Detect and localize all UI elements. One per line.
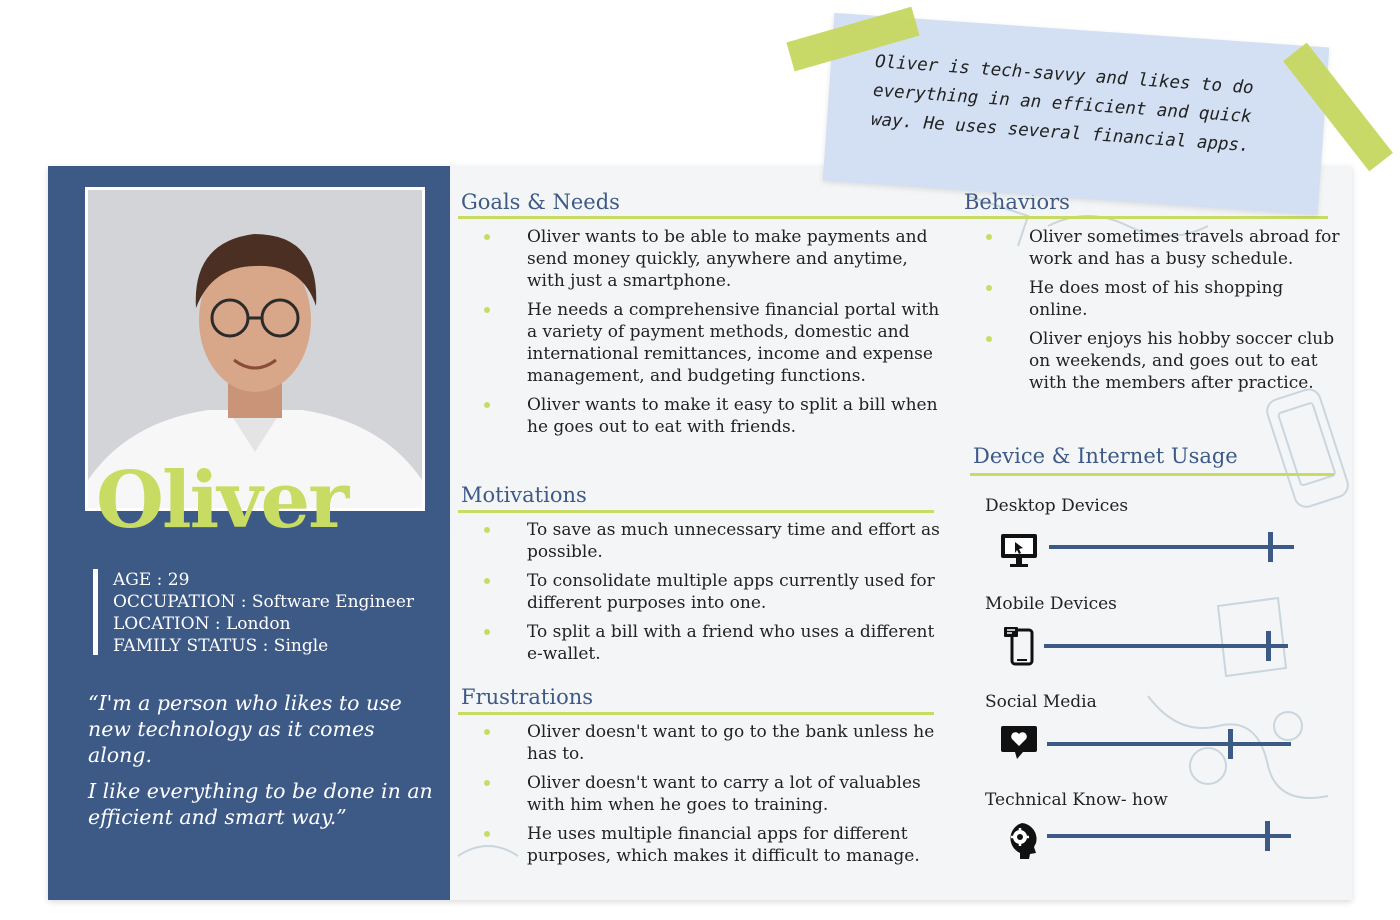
goals-item: Oliver wants to be able to make payments and send money quickly, anywhere and anytime, with just a smartphone. [461, 226, 949, 292]
behaviors-title: Behaviors [964, 190, 1070, 214]
slider-thumb-technical [1265, 821, 1270, 851]
frustrations-item: He uses multiple financial apps for different purposes, which makes it difficult to manage. [461, 823, 951, 867]
behaviors-item: He does most of his shopping online. [964, 277, 1344, 321]
info-family-status: FAMILY STATUS : Single [113, 636, 329, 656]
goals-rule [458, 216, 978, 219]
behaviors-item: Oliver enjoys his hobby soccer club on weekends, and goes out to eat with the members after practice. [964, 328, 1344, 394]
slider-thumb-mobile [1266, 631, 1271, 661]
behaviors-item: Oliver sometimes travels abroad for work and has a busy schedule. [964, 226, 1344, 270]
brain-gear-icon [1000, 821, 1040, 861]
goals-item: Oliver wants to make it easy to split a bill when he goes out to eat with friends. [461, 394, 949, 438]
desktop-icon [999, 530, 1039, 570]
usage-title: Device & Internet Usage [973, 444, 1238, 468]
quote-line-1: “I'm a person who likes to use new technology as it comes along. [88, 691, 402, 767]
frustrations-item: Oliver doesn't want to go to the bank unless he has to. [461, 721, 951, 765]
persona-card [48, 166, 1352, 900]
sticky-note [823, 13, 1330, 215]
slider-thumb-social [1228, 729, 1233, 759]
goals-item: He needs a comprehensive financial portal with a variety of payment methods, domestic and international remittances, income and expense management, and budgeting functions. [461, 299, 949, 387]
slider-social [1047, 742, 1291, 746]
behaviors-rule [960, 216, 1328, 219]
motivations-item: To split a bill with a friend who uses a different e-wallet. [461, 621, 953, 665]
note-text: Oliver is tech-savvy and likes to do everything in an efficient and quick way. He uses several financial apps. [870, 51, 1255, 157]
motivations-list [461, 519, 953, 672]
frustrations-item: Oliver doesn't want to carry a lot of valuables with him when he goes to training. [461, 772, 951, 816]
usage-label-desktop: Desktop Devices [985, 496, 1129, 516]
profile-panel [48, 166, 450, 900]
persona-quote [88, 690, 433, 840]
motivations-rule [458, 510, 934, 513]
slider-thumb-desktop [1268, 532, 1273, 562]
slider-desktop [1049, 545, 1294, 549]
usage-rule [970, 473, 1334, 476]
frustrations-rule [458, 712, 934, 715]
mobile-icon [1001, 626, 1041, 666]
quote-line-2: I like everything to be done in an efficient and smart way.” [88, 779, 433, 829]
behaviors-list [964, 226, 1344, 401]
motivations-title: Motivations [461, 483, 587, 507]
usage-label-social: Social Media [985, 692, 1097, 712]
goals-title: Goals & Needs [461, 190, 620, 214]
persona-info [93, 569, 414, 655]
frustrations-list [461, 721, 951, 874]
goals-list [461, 226, 949, 445]
info-age: AGE : 29 [113, 570, 190, 590]
frustrations-title: Frustrations [461, 685, 594, 709]
usage-label-technical: Technical Know- how [985, 790, 1168, 810]
info-location: LOCATION : London [113, 614, 291, 634]
motivations-item: To consolidate multiple apps currently used for different purposes into one. [461, 570, 953, 614]
info-occupation: OCCUPATION : Software Engineer [113, 592, 415, 612]
usage-label-mobile: Mobile Devices [985, 594, 1117, 614]
persona-name: Oliver [96, 455, 348, 546]
slider-technical [1047, 834, 1291, 838]
slider-mobile [1044, 644, 1288, 648]
motivations-item: To save as much unnecessary time and effort as possible. [461, 519, 953, 563]
chat-heart-icon [999, 722, 1039, 762]
